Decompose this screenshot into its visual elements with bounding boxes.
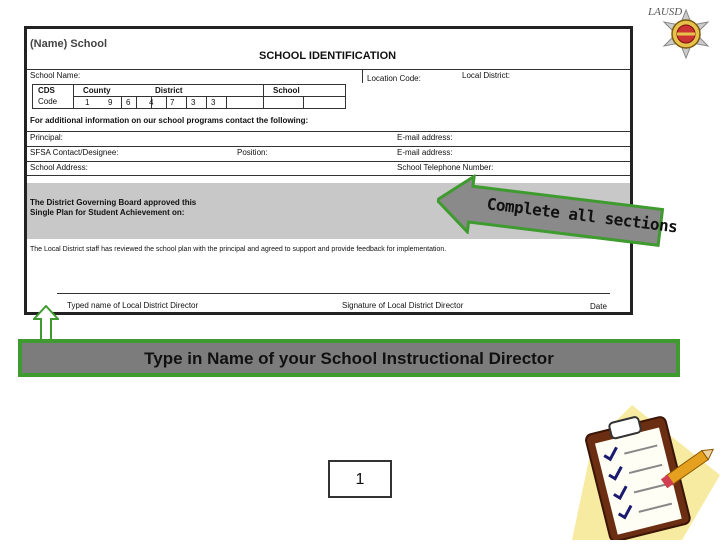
school-phone-label: School Telephone Number: [397,163,494,172]
email-label-1: E-mail address: [397,133,453,142]
form-title: SCHOOL IDENTIFICATION [259,50,397,62]
clipboard-checklist-clipart [572,405,720,540]
board-approval-line1: The District Governing Board approved this [30,198,197,207]
instruction-banner-text: Type in Name of your School Instructional Director [144,349,554,368]
local-district-review-text: The Local District staff has reviewed the school plan with the principal and agreed to support and provide feedback for implementation. [30,246,447,253]
cds-digit: 6 [126,98,131,107]
email-label-2: E-mail address: [397,148,453,157]
principal-label: Principal: [30,133,63,142]
cds-digit: 7 [170,98,175,107]
school-name-header: (Name) School [30,38,108,50]
local-district-label: Local District: [462,71,511,80]
cds-digit: 1 [85,98,90,107]
svg-text:LAUSD: LAUSD [648,6,683,18]
school-identification-form [24,26,633,315]
complete-sections-callout-text: Complete all sections [485,194,679,237]
cds-code-grid [32,84,346,109]
instruction-banner [18,339,680,377]
contact-heading: For additional information on our school programs contact the following: [30,116,309,125]
school-name-label: School Name: [30,71,81,80]
page-number: 1 [355,471,365,488]
district-seal-logo [648,0,720,60]
signature-label: Signature of Local District Director [342,301,464,310]
cds-digit: 3 [191,98,196,107]
date-label: Date [590,302,607,311]
county-label: County [83,86,111,95]
position-label: Position: [237,148,268,157]
location-code-label: Location Code: [367,74,421,83]
school-address-label: School Address: [30,163,88,172]
cds-digit: 3 [211,98,216,107]
typed-name-label: Typed name of Local District Director [67,301,199,310]
sfsa-contact-label: SFSA Contact/Designee: [30,148,119,157]
district-label: District [155,86,183,95]
cds-digit: 4 [149,98,154,107]
page-number-box [328,460,392,498]
code-label: Code [38,97,58,106]
school-label: School [273,86,300,95]
cds-label: CDS [38,86,55,95]
board-approval-line2: Single Plan for Student Achievement on: [30,208,185,217]
cds-digit: 9 [108,98,113,107]
